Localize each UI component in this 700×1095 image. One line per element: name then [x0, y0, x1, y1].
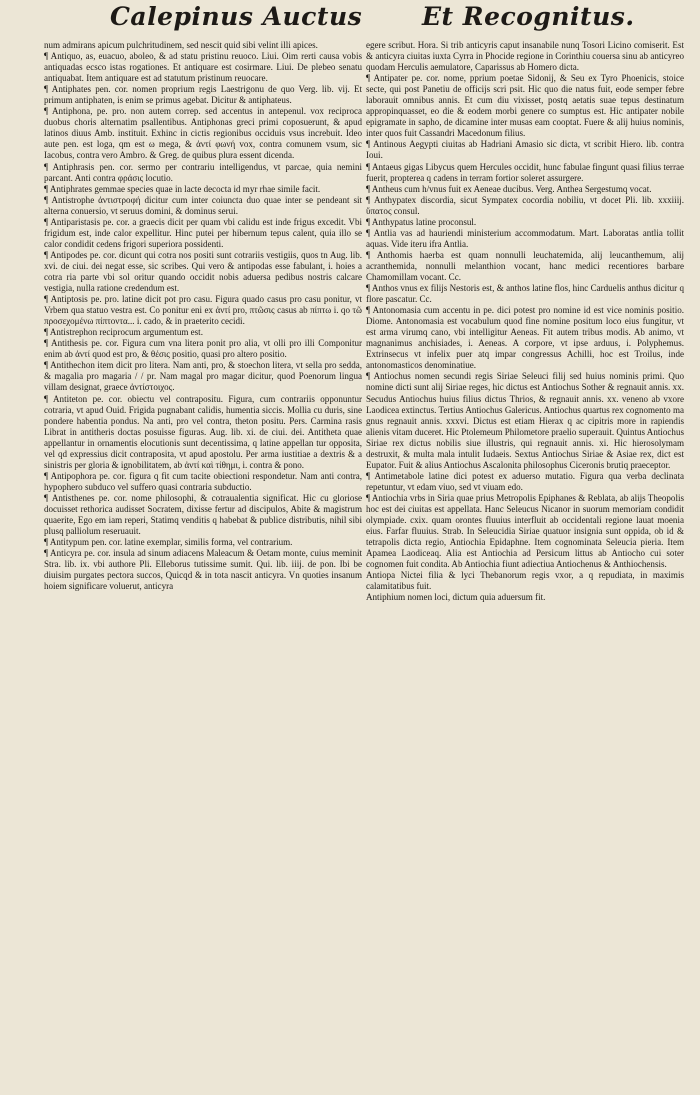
- dictionary-entry: egere scribut. Hora. Si trib anticyris caput insanabile nunq Tosori Licino comiserit. Est & anticyra ciuitas iuxta Cyrra in Phocide regione in Corinthiu couersa sinu ab anticyreo quodam Herculis aemulatore, Caparissus ab Homero dicta.: [366, 40, 684, 73]
- dictionary-entry: ¶ Antipodes pe. cor. dicunt qui cotra nos positi sunt cotrariis vestigiis, quos tn Aug. lib. xvi. de ciui. dei negat esse, sic scribes. Qui vero & antipodas esse fabulant, i. hoies a cotra ria parte vbi sol oritur quando occidit nobis aduersa pedibus nostris calcare vestigia, nulla ratione credendum est.: [44, 249, 362, 294]
- dictionary-entry: ¶ Antiphona, pe. pro. non autem correp. sed accentus in antepenul. vox reciproca duobus choris alternatim psallentibus. Antiphonas greci primi coposuerunt, & apud latinos diuus Amb. instituit. Exhinc in cictis regionibus occiduis vsus increbuit. Ideo aute pen. est loga, qm est ω mega, & ἀντί φωνή vox, contra comunem vsum, sic Iacobus, contra vero Ambro. & Greg. de quibus plura essent dicenda.: [44, 106, 362, 161]
- dictionary-entry: ¶ Anthomis haerba est quam nonnulli leuchatemida, alij leucanthemum, alij acranthemida, nonnulli melanthion vocant, hanc medici recentiores barbare Chamomillam vocant. Cc.: [366, 249, 684, 282]
- dictionary-entry: ¶ Antiochia vrbs in Siria quae prius Metropolis Epiphanes & Reblata, ab alijs Theopolis hoc est dei ciuitas est appellata. Hanc Seleucus Nicanor in suorum memoriam condidit olympiade. cxix. quam orontes fluuius interfluit ab occidentali regione lauat moenia eius. Farfar fluuius. Strab. In Seleucidia Siriae quatuor insignia sunt oppida, ob id & tetrapolis dicta regio, Antiochia Epidaphne. Item cognominata Seleucia pieria. Item Apamea Laodiceaq. Alia est Antiochia ad Persicum littus ab Antiocho cui soter cognomen fuit condita. Ab Antiochia fiunt adiectiua Antiochenus & Anthiochensis.: [366, 492, 684, 570]
- dictionary-entry: ¶ Antiquo, as, euacuo, aboleo, & ad statu pristinu reuoco. Liui. Oim rerti causa vobis antiquadas ecsco istas rogationes. Et antiquare est cosirmare. Liui. De plebeo senatu antiquabat. Item antiquare est ad statutum pristinum reuocare.: [44, 51, 362, 84]
- dictionary-entry: ¶ Antiphrasis pen. cor. sermo per contrariu intelligendus, vt parcae, quia nemini parcant. Anti contra φράσις locutio.: [44, 161, 362, 183]
- dictionary-entry: ¶ Anthos vnus ex filijs Nestoris est, & anthos latine flos, hinc Carduelis anthus dicitur q flore pascatur. Cc.: [366, 283, 684, 305]
- dictionary-entry: ¶ Anthypatex discordia, sicut Sympatex cocordia nobiliu, vt docet Pli. lib. xxxiiij. ὕπατος consul.: [366, 194, 684, 216]
- running-title-right: Et Recognitus.: [422, 2, 635, 31]
- dictionary-entry: ¶ Antiteton pe. cor. obiectu vel contrapositu. Figura, cum contrariis opponuntur cotraria, vt apud Ouid. Frigida pugnabant calidis, humentia siccis. Mollia cu duris, sine pondere habentia pondus. Na anti, pro vel contra, theton positu. Pers. Carmina rasis Librat in antitheris doctas posuisse figuras. Aug. lib. xi. de ciui. dei. Antitheta quae appellantur in ornamentis elocutionis sunt decentissima, q latine appellan tur opposita, vel qd expressius dicit contraposita, vt apud apostolu. Per arma iustitiae a dextris & a sinistris per gloria & ignobilitatem, ab ἀντί καὶ τίθημι, i. contra & pono.: [44, 393, 362, 470]
- dictionary-entry: ¶ Antiphates pen. cor. nomen proprium regis Laestrigonu de quo Verg. lib. vij. Et primum antiphaten, is enim se primus agebat. Dicitur & antiphateus.: [44, 84, 362, 106]
- dictionary-entry: ¶ Antonomasia cum accentu in pe. dici potest pro nomine id est vice nominis positio. Diome. Antonomasia est vocabulum quod fine nomine positum loco eius fungitur, vt est arma virumq cano, vbi intelligitur Aeneas. Fit autem tribus modis. Ab animo, vt magnanimus anchisiades, i. Aeneas. A corpore, vt ipse arduus, i. Polyphemus. Extrinsecus vt infelix puer atq impar congressus Achilli, hoc est Troilus, inde antonomasticos denominatiue.: [366, 305, 684, 371]
- dictionary-entry: ¶ Anticyra pe. cor. insula ad sinum adiacens Maleacum & Oetam monte, cuius meminit Stra. lib. ix. vbi authore Pli. Elleborus tutissime sumit. Qui. lib. iiij. de pon. Ibi be diuisim purgates pectora succos, Quicqd & in tota nascit anticyra. Vn quoties insanum hoiem significare voluerut, anticyra: [44, 548, 362, 592]
- dictionary-entry: ¶ Antiparistasis pe. cor. a graecis dicit per quam vbi calidu est inde frigus excedit. Vbi frigidum est, inde calor expellitur. Hinc putei per hibernum tepus calent, quia illo se calor condidit cedens frigori superiora possidenti.: [44, 216, 362, 249]
- dictionary-entry: ¶ Antithechon item dicit pro litera. Nam anti, pro, & stoechon litera, vt sella pro sedda, & magalia pro magaria / / pr. Nam magal pro magar dicitur, quod Poenorum lingua villam designat, graece ἀντίστοιχος.: [44, 360, 362, 393]
- dictionary-entry: ¶ Antitypum pen. cor. latine exemplar, similis forma, vel contrarium.: [44, 537, 293, 548]
- dictionary-entry: ¶ Antiphrates gemmae species quae in lacte decocta id myr rhae simile facit.: [44, 183, 321, 194]
- running-title-left: Calepinus Auctus: [110, 2, 363, 31]
- running-header: [0, 0, 700, 40]
- dictionary-entry: ¶ Antiptosis pe. pro. latine dicit pot pro casu. Figura quado casus pro casu ponitur, vt Vrbem qua statuo vestra est. Co ponitur eni ex ἀντί pro, πτῶσις casus ab πίπτω i. qo τῶ προσεχομένω πίπτοντα... i. cado, & in praeterito cecidi.: [44, 294, 362, 327]
- dictionary-entry: ¶ Antheus cum h/vnus fuit ex Aeneae ducibus. Verg. Anthea Sergestumq vocat.: [366, 183, 652, 194]
- dictionary-entry: ¶ Antistrephon reciprocum argumentum est.: [44, 327, 203, 338]
- dictionary-entry: ¶ Antisthenes pe. cor. nome philosophi, & cotraualentia significat. Hic cu gloriose docuisset rethorica audisset Socratem, dixisse fertur ad discipulos, Abite & magistrum quaerite, Ego em iam reperi, Statimq venditis q habebat & publice distributis, nihil sibi plusq palliolum reseruauit.: [44, 492, 362, 537]
- dictionary-entry: ¶ Antinous Aegypti ciuitas ab Hadriani Amasio sic dicta, vt scribit Hiero. lib. contra Ioui.: [366, 139, 684, 161]
- dictionary-entry: Antiopa Nictei filia & lyci Thebanorum regis vxor, a q repudiata, in maximis calamitatibus fuit.: [366, 570, 684, 592]
- dictionary-entry: ¶ Antithesis pe. cor. Figura cum vna litera ponit pro alia, vt olli pro illi Componitur enim ab ἀντί quod est pro, & θέσις positio, quasi pro altero positio.: [44, 338, 362, 360]
- dictionary-entry: ¶ Antistrophe ἀντιστροφή dicitur cum inter coiuncta duo quae inter se pendeant sit alterna conuersio, vt seruus domini, & dominus serui.: [44, 194, 362, 216]
- dictionary-entry: Antiphium nomen loci, dictum quia aduersum fit.: [366, 592, 546, 603]
- dictionary-entry: ¶ Antiochus nomen secundi regis Siriae Seleuci filij sed huius nominis primi. Quo nomine dicti sunt alij Siriae reges, hic dictus est Antiochus Sother & regnauit annis. xx. Secudus Antiochus huius filius dictus Thrios, & regnauit annis. xx. veneno ab vxore Laodicea extinctus. Tertius Antiochus Galericus. Antiochus quartus rex cognomento ma gnus regnauit annis. xxxvi. Dictus est etiam Hierax q ac cipitris more in rapiendis alienis vitam duceret. Hic Ptolemeum Philometore praelio superauit. Quintus Antiochus Siriae rex dictus nobilis siue illustris, qui regnauit annis. xi. Hic hierosolymam destruxit, & multa mala intulit Iudaeis. Sextus Antiochus Siriae & Asiae rex, dict est Eupator. Fuit & alius Antiochus Ascalonita philosophus Ciceronis brutiq praeceptor.: [366, 371, 684, 470]
- dictionary-entry: ¶ Antaeus gigas Libycus quem Hercules occidit, hunc fabulae fingunt quasi filius terrae fuerit, propterea q cadens in terram fortior soleret assurgere.: [366, 161, 684, 183]
- dictionary-entry: ¶ Antipater pe. cor. nome, pprium poetae Sidonij, & Seu ex Tyro Phoenicis, stoice secte, qui post Panetiu de officijs scri psit. Hic quo die natus fuit, eode semper febre laborauit omnibus annis. Et cum diu vixisset, postq aetatis suae tepus destinatum appropinquasset, eo die & eodem morbi genere co sumptus est. Hic antipater nobile epigramate in sapho, de dicamine inter musas eam cooptat. Fuere & alij huius nominis, inter quos fuit Cassandri Macedonum filius.: [366, 73, 684, 139]
- left-column: [44, 40, 362, 1085]
- right-column: [366, 40, 684, 1085]
- dictionary-entry: ¶ Antimetabole latine dici potest ex aduerso mutatio. Figura qua verba declinata repetuntur, vt edam viuo, sed vt viuam edo.: [366, 470, 684, 492]
- dictionary-entry: ¶ Antlia vas ad hauriendi ministerium accommodatum. Mart. Laboratas antlia tollit aquas. Vide iteru ifra Antlia.: [366, 227, 684, 249]
- dictionary-entry: num admirans apicum pulchritudinem, sed nescit quid sibi velint illi apices.: [44, 40, 318, 50]
- dictionary-entry: ¶ Antipophora pe. cor. figura q fit cum tacite obiectioni respondetur. Nam anti contra, hypophero subduco vel suffero quasi contraria subductio.: [44, 470, 362, 492]
- dictionary-entry: ¶ Anthypatus latine proconsul.: [366, 216, 477, 227]
